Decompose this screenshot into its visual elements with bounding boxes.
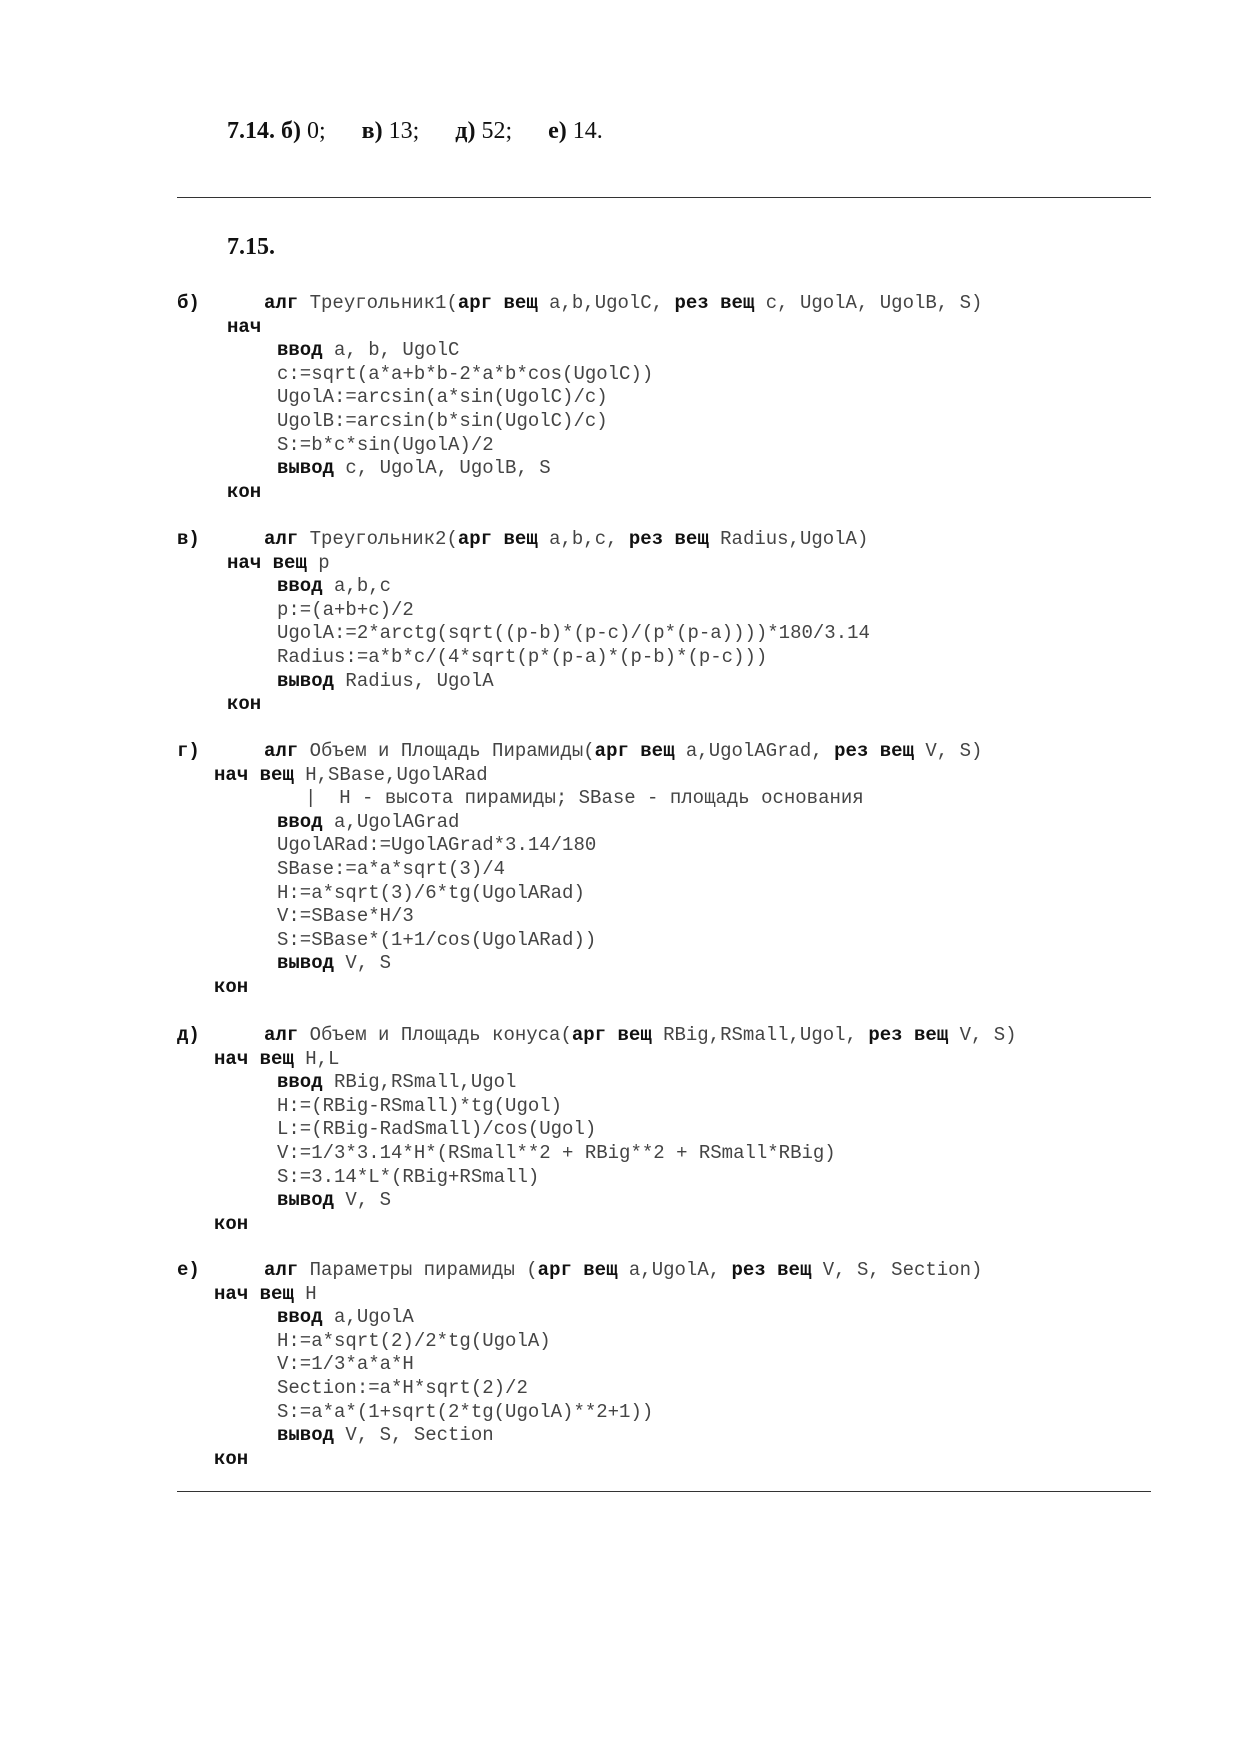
keyword: алг [264, 528, 299, 550]
code-text: Radius, UgolA [334, 669, 494, 692]
code-text: RBig,RSmall,Ugol, [651, 1024, 869, 1046]
keyword: нач вещ [214, 763, 294, 786]
code-line [305, 787, 864, 811]
keyword: кон [227, 480, 262, 503]
keyword: ввод [277, 575, 323, 598]
keyword: нач вещ [214, 1282, 294, 1305]
code-text: Треугольник1( [298, 292, 458, 314]
keyword: вывод [277, 1189, 335, 1212]
code-line [277, 622, 870, 646]
code-line [277, 952, 391, 976]
code-line [277, 811, 459, 835]
code-text: V:=1/3*3.14*H*(RSmall**2 + RBig**2 + RSmall*RBig) [277, 1142, 836, 1164]
code-line [227, 693, 261, 717]
code-text: a,b,UgolC, [537, 292, 675, 314]
code-line [277, 1424, 494, 1448]
code-text: UgolA:=arcsin(a*sin(UgolC)/c) [277, 386, 608, 409]
code-line [264, 528, 868, 552]
code-text: V, S [334, 952, 392, 975]
code-text: L:=(RBig-RadSmall)/cos(Ugol) [277, 1118, 597, 1141]
code-text: S:=3.14*L*(RBig+RSmall) [277, 1165, 540, 1188]
code-text: H [293, 1282, 317, 1305]
code-line [264, 740, 982, 764]
problem-number: 7.14. [227, 118, 275, 144]
keyword: кон [214, 976, 249, 998]
answer-value: 52; [475, 118, 513, 144]
keyword: вывод [277, 669, 335, 692]
code-text: UgolARad:=UgolAGrad*3.14/180 [277, 834, 597, 857]
code-line [277, 1095, 562, 1119]
code-line [277, 905, 414, 929]
code-line [277, 1118, 596, 1142]
code-text: H:=a*sqrt(2)/2*tg(UgolA) [277, 1329, 551, 1352]
code-text: a, b, UgolC [322, 339, 460, 362]
code-text: Объем и Площадь Пирамиды( [298, 740, 595, 762]
keyword: нач [227, 315, 262, 338]
code-text: V, S, Section [334, 1424, 494, 1447]
code-line [277, 410, 608, 434]
code-text: H,SBase,UgolARad [293, 763, 488, 786]
code-line [264, 1024, 1017, 1048]
keyword: алг [264, 1259, 299, 1281]
keyword: алг [264, 292, 299, 314]
code-line [277, 1166, 539, 1190]
section-heading: 7.15. [227, 234, 275, 260]
keyword: вывод [277, 457, 335, 480]
code-text: a,UgolA, [617, 1259, 732, 1281]
code-text: V, S) [948, 1024, 1017, 1046]
code-line [277, 1142, 836, 1166]
answer-value: 14. [566, 118, 603, 144]
code-line [277, 1401, 653, 1425]
code-text: | H - высота пирамиды; SBase - площадь основания [305, 787, 864, 810]
code-text: Параметры пирамиды ( [298, 1259, 538, 1281]
code-text: RBig,RSmall,Ugol [322, 1071, 517, 1094]
keyword: рез вещ [868, 1024, 949, 1046]
code-text: Radius:=a*b*c/(4*sqrt(p*(p-a)*(p-b)*(p-c))) [277, 646, 768, 668]
divider [177, 1491, 1151, 1492]
keyword: арг вещ [571, 1024, 652, 1046]
code-text: p:=(a+b+c)/2 [277, 598, 414, 621]
keyword: кон [227, 693, 262, 716]
code-line [227, 481, 261, 505]
code-line [277, 339, 459, 363]
keyword: рез вещ [628, 528, 709, 550]
code-text: V, S) [913, 740, 983, 762]
code-text: a,UgolAGrad [322, 810, 460, 833]
code-text: H:=a*sqrt(3)/6*tg(UgolARad) [277, 881, 585, 904]
code-text: H:=(RBig-RSmall)*tg(Ugol) [277, 1094, 563, 1117]
code-text: Объем и Площадь конуса( [298, 1024, 572, 1046]
code-line [277, 646, 767, 670]
code-line [214, 976, 248, 1000]
code-line [277, 386, 608, 410]
keyword: кон [214, 1212, 249, 1235]
keyword: арг вещ [457, 292, 538, 314]
keyword: рез вещ [731, 1259, 812, 1281]
keyword: алг [264, 740, 299, 762]
code-text: UgolB:=arcsin(b*sin(UgolC)/c) [277, 410, 608, 432]
variant-label: е) [177, 1259, 200, 1281]
answer-7-14 [227, 118, 603, 145]
code-text: a,b,c, [537, 528, 629, 550]
code-line [277, 457, 551, 481]
code-line [277, 834, 596, 858]
code-text: c:=sqrt(a*a+b*b-2*a*b*cos(UgolC)) [277, 362, 654, 385]
answer-label: б) [281, 118, 301, 144]
keyword: рез вещ [674, 292, 755, 314]
code-text: S:=b*c*sin(UgolA)/2 [277, 433, 494, 456]
keyword: алг [264, 1024, 299, 1046]
code-line [277, 599, 414, 623]
code-text: SBase:=a*a*sqrt(3)/4 [277, 858, 506, 880]
code-text: S:=a*a*(1+sqrt(2*tg(UgolA)**2+1)) [277, 1400, 654, 1423]
code-text: c, UgolA, UgolB, S [334, 457, 551, 480]
answer-label: е) [548, 118, 567, 144]
keyword: ввод [277, 339, 323, 362]
keyword: арг вещ [594, 740, 675, 762]
keyword: ввод [277, 1071, 323, 1094]
code-text: p [306, 551, 330, 574]
code-line [227, 316, 261, 340]
code-line [277, 575, 391, 599]
code-line [227, 552, 330, 576]
keyword: нач вещ [214, 1047, 294, 1070]
code-line [277, 670, 494, 694]
variant-label: б) [177, 292, 200, 314]
code-text: UgolA:=2*arctg(sqrt((p-b)*(p-c)/(p*(p-a))))*180/3.14 [277, 622, 870, 645]
keyword: нач вещ [227, 551, 307, 574]
code-line [277, 1189, 391, 1213]
answer-label: д) [455, 118, 476, 144]
code-line [214, 764, 488, 788]
code-line [214, 1048, 339, 1072]
code-line [277, 858, 505, 882]
code-line [277, 1353, 414, 1377]
code-line [277, 1330, 551, 1354]
code-text: a,UgolA [322, 1306, 414, 1329]
code-text: c, UgolA, UgolB, S) [754, 292, 983, 314]
keyword: кон [214, 1447, 249, 1470]
keyword: вывод [277, 952, 335, 975]
code-text: V, S [334, 1189, 392, 1212]
code-line [277, 434, 494, 458]
code-line [214, 1448, 248, 1472]
code-text: S:=SBase*(1+1/cos(UgolARad)) [277, 928, 597, 951]
keyword: рез вещ [834, 740, 914, 762]
variant-label: г) [177, 740, 200, 762]
code-line [277, 1306, 414, 1330]
code-text: H,L [293, 1047, 340, 1070]
keyword: ввод [277, 810, 323, 833]
code-line [277, 1071, 516, 1095]
code-text: Треугольник2( [298, 528, 458, 550]
code-line [277, 1377, 528, 1401]
code-text: V:=1/3*a*a*H [277, 1353, 414, 1376]
code-text: Section:=a*H*sqrt(2)/2 [277, 1377, 528, 1399]
code-line [277, 929, 596, 953]
code-text: V, S, Section) [811, 1259, 983, 1281]
answer-value: 13; [382, 118, 420, 144]
code-text: Radius,UgolA) [708, 528, 869, 550]
answer-value: 0; [301, 118, 326, 144]
answer-label: в) [361, 118, 383, 144]
divider [177, 197, 1151, 198]
code-text: a,b,c [322, 575, 392, 598]
code-line [277, 882, 585, 906]
keyword: ввод [277, 1306, 323, 1329]
keyword: арг вещ [457, 528, 538, 550]
code-text: V:=SBase*H/3 [277, 905, 414, 928]
keyword: вывод [277, 1424, 335, 1447]
code-line [277, 363, 653, 387]
code-line [264, 1259, 982, 1283]
code-line [264, 292, 982, 316]
variant-label: д) [177, 1024, 200, 1046]
code-line [214, 1283, 317, 1307]
variant-label: в) [177, 528, 200, 550]
code-line [214, 1213, 248, 1237]
code-text: a,UgolAGrad, [674, 740, 835, 762]
keyword: арг вещ [537, 1259, 618, 1281]
